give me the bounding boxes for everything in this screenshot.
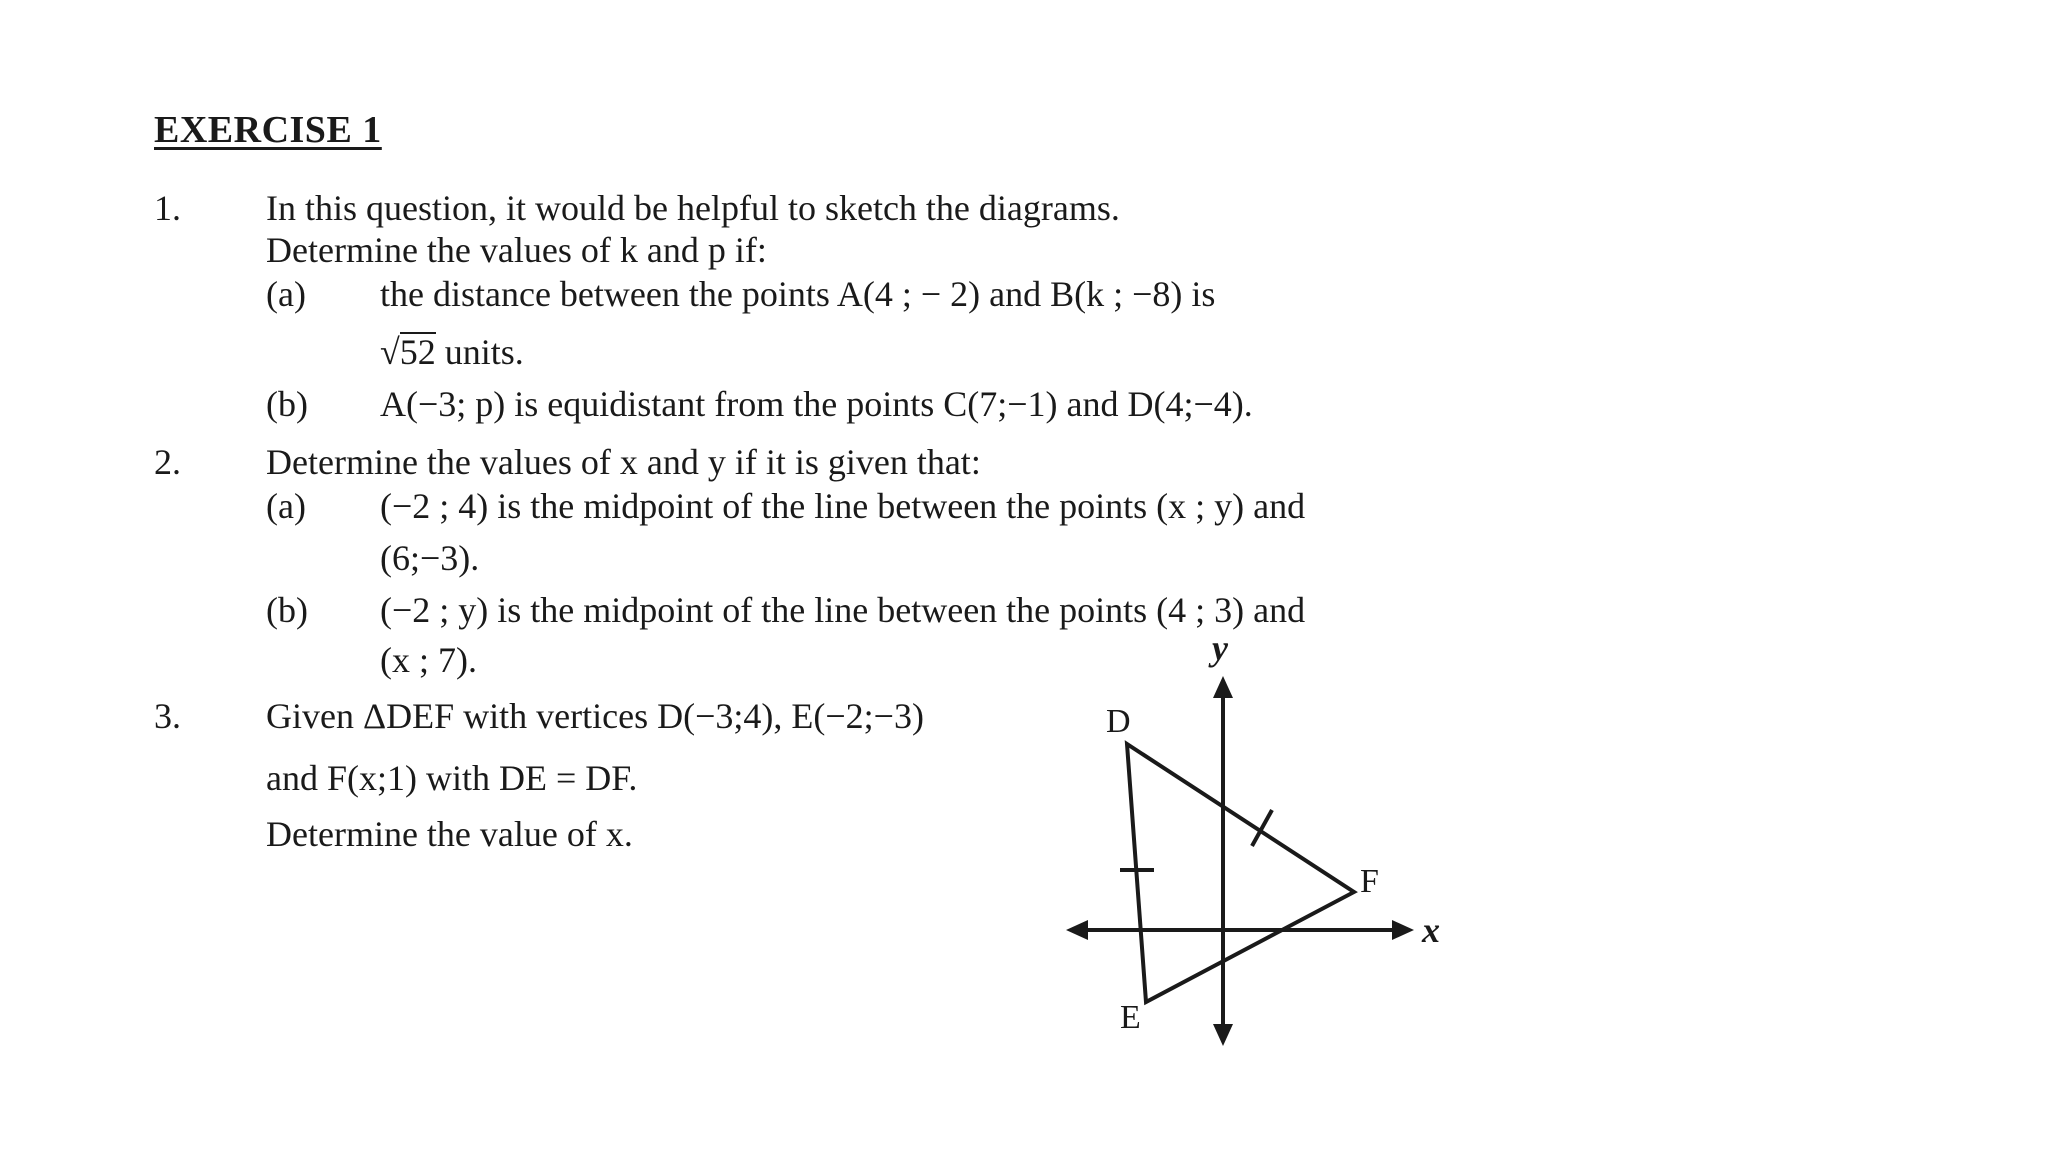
vertex-e-label: E — [1120, 999, 1141, 1036]
question-3-line3: Determine the value of x. — [266, 814, 633, 854]
question-2a-text: (−2 ; 4) is the midpoint of the line between the points (x ; y) and — [380, 486, 1306, 526]
vertex-d-label: D — [1106, 703, 1131, 740]
units-text: units. — [435, 332, 524, 372]
question-2a-label: (a) — [266, 486, 306, 526]
x-axis-left-arrow-icon — [1066, 920, 1088, 940]
x-axis-label: x — [1422, 910, 1440, 950]
y-axis-down-arrow-icon — [1213, 1024, 1233, 1046]
sqrt-symbol: √ — [380, 332, 400, 372]
question-1-intro: In this question, it would be helpful to sketch the diagrams. — [266, 188, 1120, 228]
question-2-task: Determine the values of x and y if it is given that: — [266, 442, 981, 482]
sqrt-radicand: 52 — [399, 332, 436, 372]
question-2b-continued: (x ; 7). — [380, 640, 477, 680]
question-2a-continued: (6;−3). — [380, 538, 480, 578]
question-1b-label: (b) — [266, 384, 308, 424]
y-axis-up-arrow-icon — [1213, 676, 1233, 698]
y-axis-label: y — [1212, 628, 1228, 668]
triangle-diagram — [1050, 630, 1470, 1060]
question-1-task: Determine the values of k and p if: — [266, 230, 767, 270]
x-axis-right-arrow-icon — [1392, 920, 1414, 940]
question-3-line1: Given ΔDEF with vertices D(−3;4), E(−2;−3) — [266, 696, 924, 736]
question-1b-text: A(−3; p) is equidistant from the points C(7;−1) and D(4;−4). — [380, 384, 1253, 424]
question-3-line2: and F(x;1) with DE = DF. — [266, 758, 638, 798]
question-3-number: 3. — [154, 696, 181, 736]
question-1-number: 1. — [154, 188, 181, 228]
exercise-heading: EXERCISE 1 — [154, 109, 382, 151]
triangle-def — [1127, 744, 1354, 1002]
question-2-number: 2. — [154, 442, 181, 482]
question-2b-text: (−2 ; y) is the midpoint of the line between the points (4 ; 3) and — [380, 590, 1306, 630]
question-1a-label: (a) — [266, 274, 306, 314]
question-2b-label: (b) — [266, 590, 308, 630]
question-1a-text: the distance between the points A(4 ; − 2) and B(k ; −8) is — [380, 274, 1216, 314]
vertex-f-label: F — [1360, 863, 1379, 900]
question-1a-continued — [380, 330, 524, 374]
